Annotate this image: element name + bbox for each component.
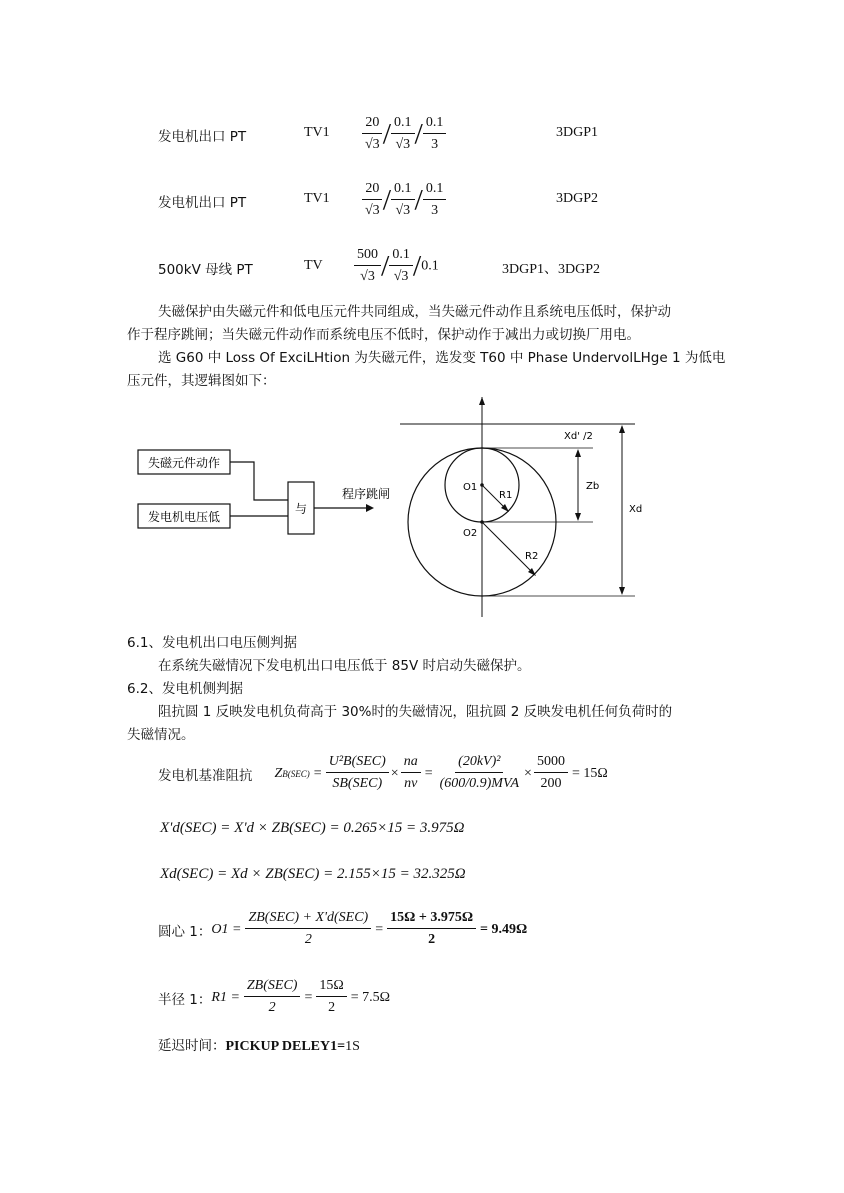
xd-formula: Xd(SEC) = Xd × ZB(SEC) = 2.155×15 = 32.325Ω: [160, 866, 466, 882]
pt-dest: 3DGP1: [556, 125, 599, 140]
section-6-1-title: 6.1、发电机出口电压侧判据: [127, 635, 297, 651]
paragraph-line: 选 G60 中 Loss Of ExciLHtion 为失磁元件，选发变 T60 中 Phase UndervolLHge 1 为低电: [158, 350, 726, 366]
pt-tv: TV1: [304, 191, 330, 206]
paragraph-line: 失磁情况。: [127, 727, 195, 743]
pt-dest: 3DGP1、3DGP2: [502, 262, 601, 277]
pt-name: 发电机出口 PT: [158, 195, 247, 211]
section-6-2-title: 6.2、发电机侧判据: [127, 681, 243, 697]
paragraph-line: 失磁保护由失磁元件和低电压元件共同组成，当失磁元件动作且系统电压低时，保护动: [158, 304, 671, 320]
wire-1: [230, 462, 288, 500]
pt-name: 500kV 母线 PT: [158, 262, 253, 278]
y-axis-arrow: [479, 397, 485, 405]
pt-tv: TV1: [304, 125, 330, 140]
radius-2: [482, 522, 534, 574]
paragraph-line: 作于程序跳闸；当失磁元件动作而系统电压不低时，保护动作于减出力或切换厂用电。: [127, 327, 640, 343]
formula-label: 发电机基准阻抗: [158, 767, 253, 784]
pt-name: 发电机出口 PT: [158, 129, 247, 145]
paragraph-line: 压元件，其逻辑图如下：: [127, 373, 276, 389]
pt-ratio: $\frac{500}{√3}$ / $\frac{0.1}{√3}$ /0.1: [354, 245, 439, 288]
input-label-1: 失磁元件动作: [147, 456, 221, 470]
section-6-1-text: 在系统失磁情况下发电机出口电压低于 85V 时启动失磁保护。: [158, 658, 531, 674]
paragraph-line: 阻抗圆 1 反映发电机负荷高于 30%时的失磁情况，阻抗圆 2 反映发电机任何负荷时的: [158, 704, 673, 720]
zb-label: Zb: [586, 481, 600, 492]
impedance-circle-diagram: [395, 395, 643, 620]
xd-prime-formula: X'd(SEC) = X'd × ZB(SEC) = 0.265×15 = 3.975Ω: [160, 820, 465, 836]
logic-diagram: [120, 430, 400, 550]
and-gate-label: 与: [294, 502, 308, 516]
delay-line: 延迟时间：PICKUP DELEY1=1S: [158, 1038, 360, 1054]
o1-label: O1: [463, 482, 478, 493]
r1-label: R1: [499, 490, 513, 501]
xd-label: Xd: [629, 504, 643, 515]
pt-ratio: $\frac{20}{√3}$ / $\frac{0.1}{√3}$ / $\frac{0.1}{3}$: [362, 113, 446, 156]
o2-label: O2: [463, 528, 478, 539]
radius-formula: 半径 1： R1 = $\frac{\text{ZB(SEC)}}{2}$ = $\frac{15\Omega}{2}$ = 7.5Ω: [158, 978, 391, 1015]
base-impedance-formula: 发电机基准阻抗 Z B(SEC) = $\frac{\text{U²B(SEC)}}{\text{SB(SEC)}}$ × $\frac{na}{nv}$ = $\frac{\text{(20kV)²}}{\text{(600/0.9)MVA}}$ × $\frac{5000}{200}$ = 15Ω: [158, 754, 608, 791]
center-formula: 圆心 1： O1 = $\frac{\text{ZB(SEC) + X'd(SEC)}}{2}$ = $\frac{15\Omega + 3.975\Omega}{2}$ = 9.49Ω: [158, 910, 528, 947]
pt-ratio: $\frac{20}{√3}$ / $\frac{0.1}{√3}$ / $\frac{0.1}{3}$: [362, 179, 446, 222]
pt-tv: TV: [304, 258, 323, 273]
xd-half-label: Xd' /2: [564, 431, 593, 442]
output-label: 程序跳闸: [342, 487, 391, 501]
input-label-2: 发电机电压低: [147, 510, 221, 524]
r2-label: R2: [525, 551, 539, 562]
output-arrow: [366, 504, 374, 512]
pt-dest: 3DGP2: [556, 191, 599, 206]
